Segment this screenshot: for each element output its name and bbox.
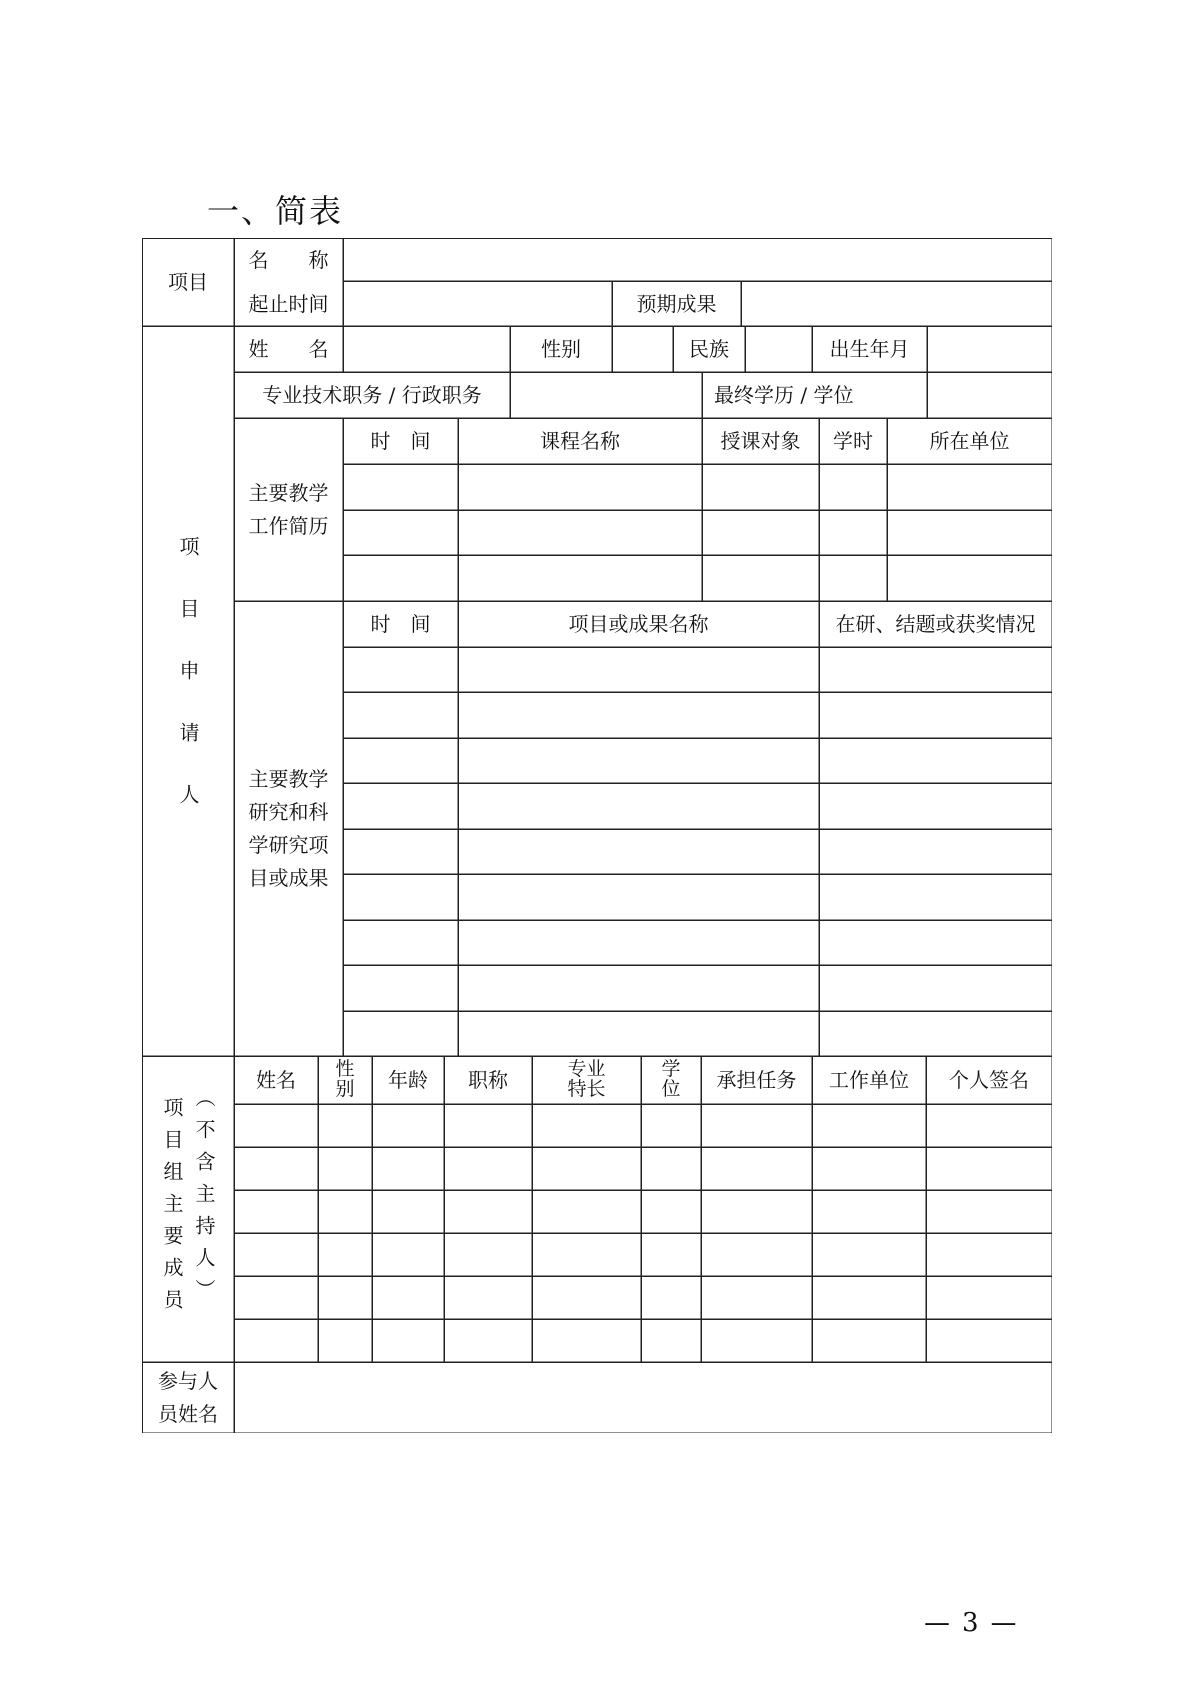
education-label: 最终学历 / 学位 <box>714 383 854 407</box>
teaching-history-label: 主要教学 工作简历 <box>248 480 329 538</box>
project-name-label: 名 称 <box>248 247 329 272</box>
professional-title-field[interactable] <box>510 372 702 418</box>
members-header-task: 承担任务 <box>716 1068 797 1092</box>
teaching-header-course: 课程名称 <box>540 429 620 453</box>
teaching-header-audience: 授课对象 <box>720 429 801 453</box>
page-number-dash-right: — <box>990 1608 1017 1638</box>
participants-field[interactable] <box>234 1362 1052 1433</box>
members-label-main: 项目组主要成员 <box>160 1097 184 1321</box>
application-form-table <box>142 238 1052 1433</box>
birth-field[interactable] <box>927 326 1052 372</box>
members-header-name: 姓名 <box>256 1068 296 1092</box>
members-header-title: 职称 <box>468 1068 508 1092</box>
participants-label: 参与人 员姓名 <box>158 1368 218 1426</box>
members-header-degree: 学 位 <box>661 1058 681 1100</box>
teaching-header-time: 时 间 <box>370 429 431 453</box>
teaching-header-unit: 所在单位 <box>929 429 1010 453</box>
applicant-name-field[interactable] <box>343 326 510 372</box>
members-header-unit: 工作单位 <box>829 1068 909 1092</box>
gender-label: 性别 <box>541 337 581 361</box>
project-period-label: 起止时间 <box>248 291 329 316</box>
birth-label: 出生年月 <box>829 337 910 361</box>
teaching-header-hours: 学时 <box>833 429 873 453</box>
professional-title-label: 专业技术职务 / 行政职务 <box>262 383 482 407</box>
expected-outcome-label: 预期成果 <box>636 291 717 316</box>
research-header-status: 在研、结题或获奖情况 <box>835 612 1036 636</box>
members-section-label <box>142 1056 234 1362</box>
project-name-field[interactable] <box>343 238 1052 281</box>
members-header-specialty: 专业 特长 <box>567 1058 606 1100</box>
project-section-label: 项目 <box>168 270 208 294</box>
research-header-project: 项目或成果名称 <box>568 612 709 636</box>
applicant-section-label <box>142 326 234 1056</box>
applicant-section-text: 项目申请人 <box>176 536 200 846</box>
expected-outcome-field[interactable] <box>741 281 1052 326</box>
research-history-label: 主要教学 研究和科 学研究项 目或成果 <box>248 766 329 890</box>
page-number-dash-left: — <box>924 1608 950 1638</box>
gender-field[interactable] <box>612 326 673 372</box>
members-label-note: （不含主持人） <box>192 1087 216 1311</box>
members-header-gender: 性 别 <box>335 1058 355 1100</box>
ethnicity-field[interactable] <box>745 326 812 372</box>
page-number-value: 3 <box>962 1608 979 1638</box>
members-header-age: 年龄 <box>388 1068 428 1092</box>
ethnicity-label: 民族 <box>689 337 729 361</box>
education-field[interactable] <box>927 372 1052 418</box>
members-header-signature: 个人签名 <box>949 1068 1029 1092</box>
project-period-field[interactable] <box>343 281 612 326</box>
page-number <box>924 1608 1017 1638</box>
research-header-time: 时 间 <box>370 612 431 636</box>
applicant-name-label: 姓 名 <box>248 337 329 361</box>
page-title: 一、简表 <box>207 192 344 230</box>
